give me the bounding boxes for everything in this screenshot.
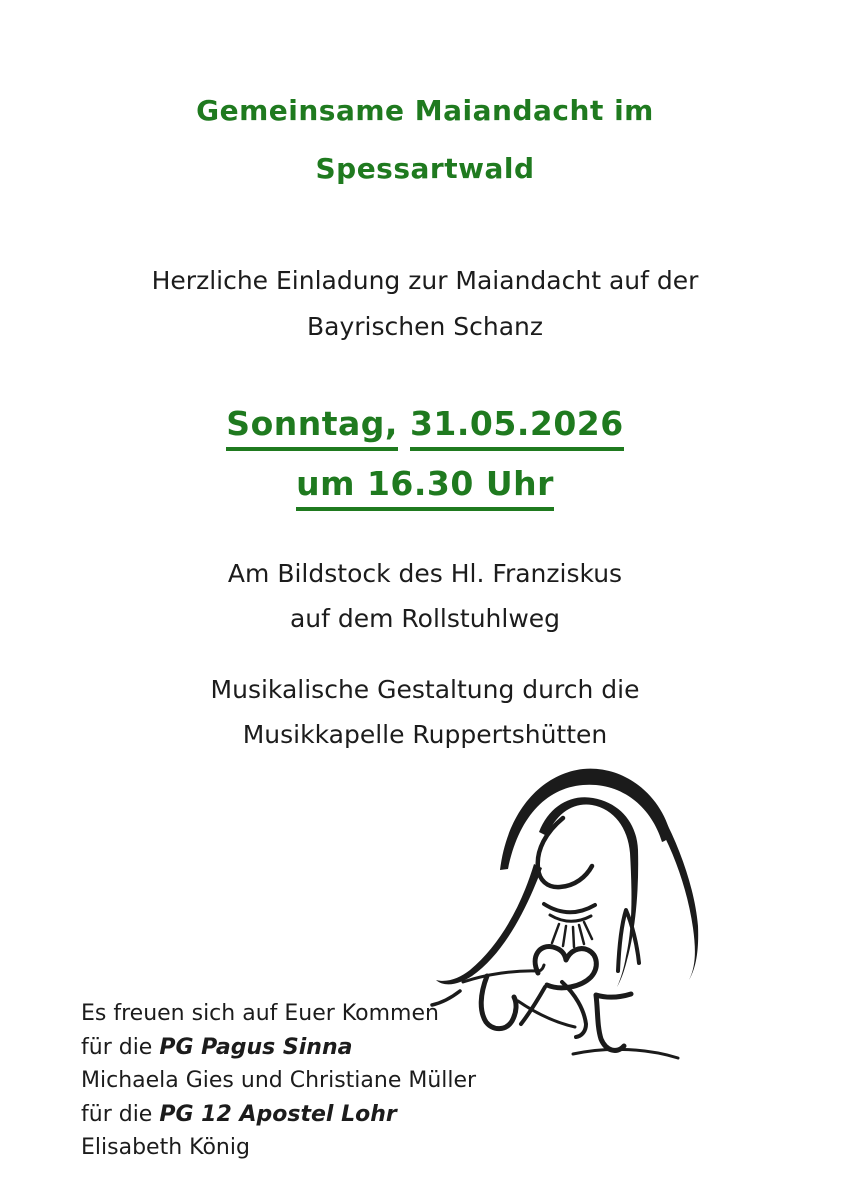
collar-stroke-1 xyxy=(544,904,595,912)
closing-pg1-name: PG Pagus Sinna xyxy=(159,1034,353,1060)
closing-pg2-prefix: für die xyxy=(81,1101,160,1127)
date-time-block xyxy=(0,394,850,514)
closing-pg2-name: PG 12 Apostel Lohr xyxy=(159,1101,397,1127)
halo-stroke xyxy=(500,769,671,870)
baseline-stroke xyxy=(573,1049,678,1058)
invitation-text xyxy=(0,258,850,350)
closing-pg1-line xyxy=(81,1031,476,1065)
closing-pg2-people: Elisabeth König xyxy=(81,1135,250,1160)
date-text: 31.05.2026 xyxy=(410,404,624,451)
veil-left-stroke xyxy=(436,864,542,984)
page-title xyxy=(0,82,850,198)
rays-stroke xyxy=(552,922,592,947)
invitation-line-2: Bayrischen Schanz xyxy=(306,312,544,341)
date-line xyxy=(0,394,850,454)
collar-stroke-2 xyxy=(550,915,591,921)
petal-right-stroke xyxy=(562,982,586,1037)
time-text: um 16.30 Uhr xyxy=(296,464,554,511)
closing-pg1-prefix: für die xyxy=(81,1034,160,1060)
closing-intro: Es freuen sich auf Euer Kommen xyxy=(81,1001,439,1026)
veil-fold-stroke xyxy=(618,910,639,971)
time-line xyxy=(0,454,850,514)
closing-pg1-people: Michaela Gies und Christiane Müller xyxy=(81,1068,477,1093)
music-line-2: Musikkapelle Ruppertshütten xyxy=(242,720,608,749)
invitation-line-1: Herzliche Einladung zur Maiandacht auf der xyxy=(151,266,699,295)
title-line-2: Spessartwald xyxy=(315,152,535,185)
music-text xyxy=(0,667,850,757)
weekday-text: Sonntag, xyxy=(226,404,398,451)
location-text xyxy=(0,551,850,641)
title-line-1: Gemeinsame Maiandacht im xyxy=(196,94,654,127)
music-line-1: Musikalische Gestaltung durch die xyxy=(210,675,640,704)
right-sleeve-stroke xyxy=(596,994,631,1050)
location-line-2: auf dem Rollstuhlweg xyxy=(289,604,561,633)
closing-pg2-line xyxy=(81,1098,476,1132)
left-hand-stroke xyxy=(481,976,516,1029)
closing-text xyxy=(81,997,476,1165)
location-line-1: Am Bildstock des Hl. Franziskus xyxy=(227,559,623,588)
